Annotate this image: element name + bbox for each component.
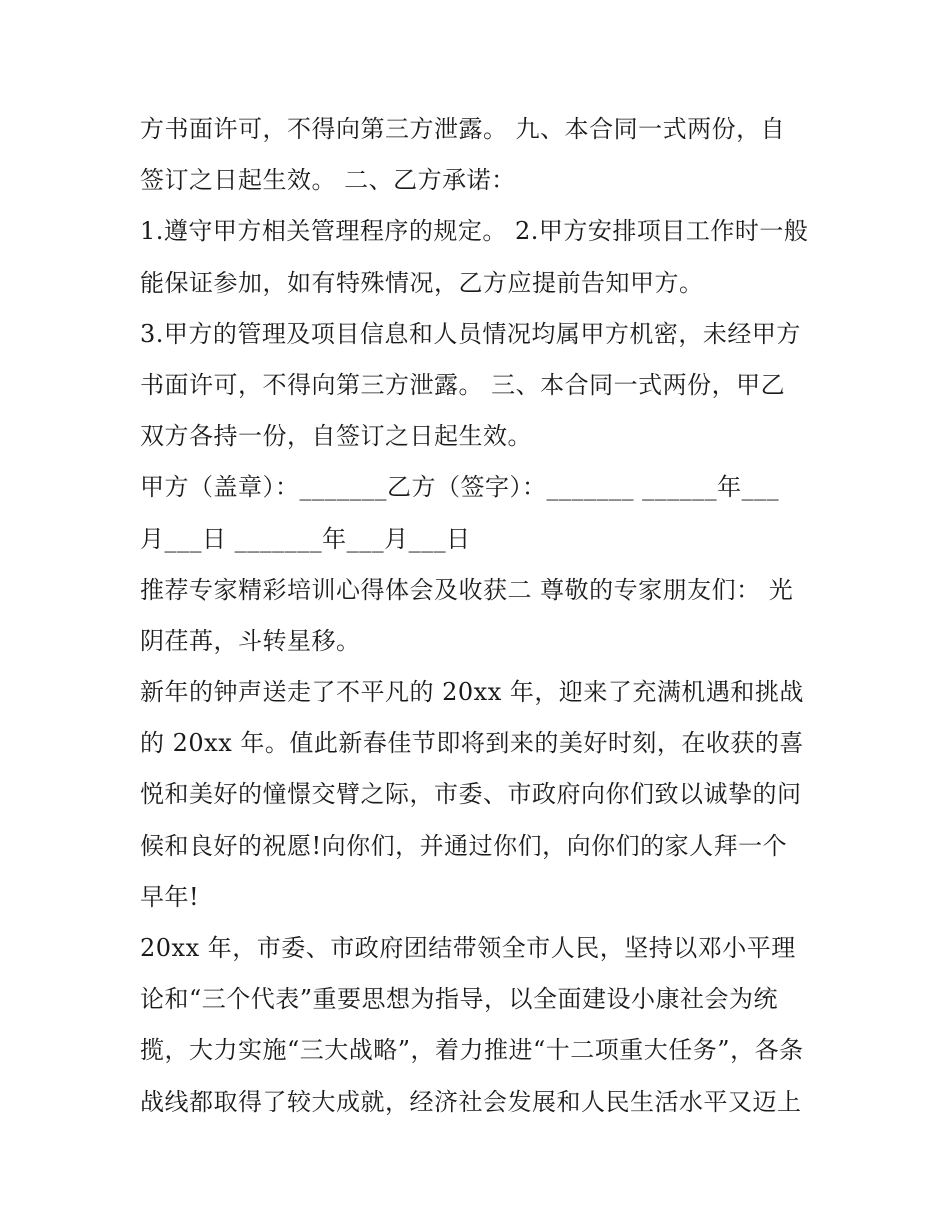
text-line-10: 推荐专家精彩培训心得体会及收获二 尊敬的专家朋友们： 光 bbox=[140, 575, 794, 604]
text-line-5: 3.甲方的管理及项目信息和人员情况均属甲方机密，未经甲方 bbox=[140, 319, 801, 348]
text-line-16: 早年! bbox=[140, 882, 200, 911]
document-body bbox=[140, 104, 820, 1128]
text-line-4: 能保证参加，如有特殊情况，乙方应提前告知甲方。 bbox=[140, 268, 704, 297]
text-line-17: 20xx 年，市委、市政府团结带领全市人民，坚持以邓小平理 bbox=[140, 934, 796, 962]
text-line-6: 书面许可，不得向第三方泄露。 三、本合同一式两份，甲乙 bbox=[140, 370, 786, 399]
text-line-20: 战线都取得了较大成就，经济社会发展和人民生活水平又迈上 bbox=[140, 1087, 802, 1116]
text-line-18: 论和“三个代表”重要思想为指导，以全面建设小康社会为统 bbox=[140, 985, 779, 1014]
text-line-3: 1.遵守甲方相关管理程序的规定。 2.甲方安排项目工作时一般 bbox=[140, 217, 809, 246]
text-line-12: 新年的钟声送走了不平凡的 20xx 年，迎来了充满机遇和挑战 bbox=[140, 678, 804, 707]
text-line-15: 候和良好的祝愿!向你们，并通过你们，向你们的家人拜一个 bbox=[140, 831, 788, 860]
signature-line-1: 甲方（盖章）：_______乙方（签字）：_______ ______年___ bbox=[140, 473, 780, 502]
text-line-11: 阴荏苒，斗转星移。 bbox=[140, 626, 361, 655]
signature-line-2: 月___日 _______年___月___日 bbox=[140, 524, 471, 553]
text-line-19: 揽，大力实施“三大战略”，着力推进“十二项重大任务”，各条 bbox=[140, 1036, 804, 1065]
text-line-13: 的 20xx 年。值此新春佳节即将到来的美好时刻，在收获的喜 bbox=[140, 729, 804, 758]
text-line-2: 签订之日起生效。 二、乙方承诺： bbox=[140, 166, 516, 195]
text-line-7: 双方各持一份，自签订之日起生效。 bbox=[140, 422, 532, 451]
text-line-1: 方书面许可，不得向第三方泄露。 九、本合同一式两份，自 bbox=[140, 115, 786, 143]
text-line-14: 悦和美好的憧憬交臂之际，市委、市政府向你们致以诚挚的问 bbox=[140, 780, 802, 809]
